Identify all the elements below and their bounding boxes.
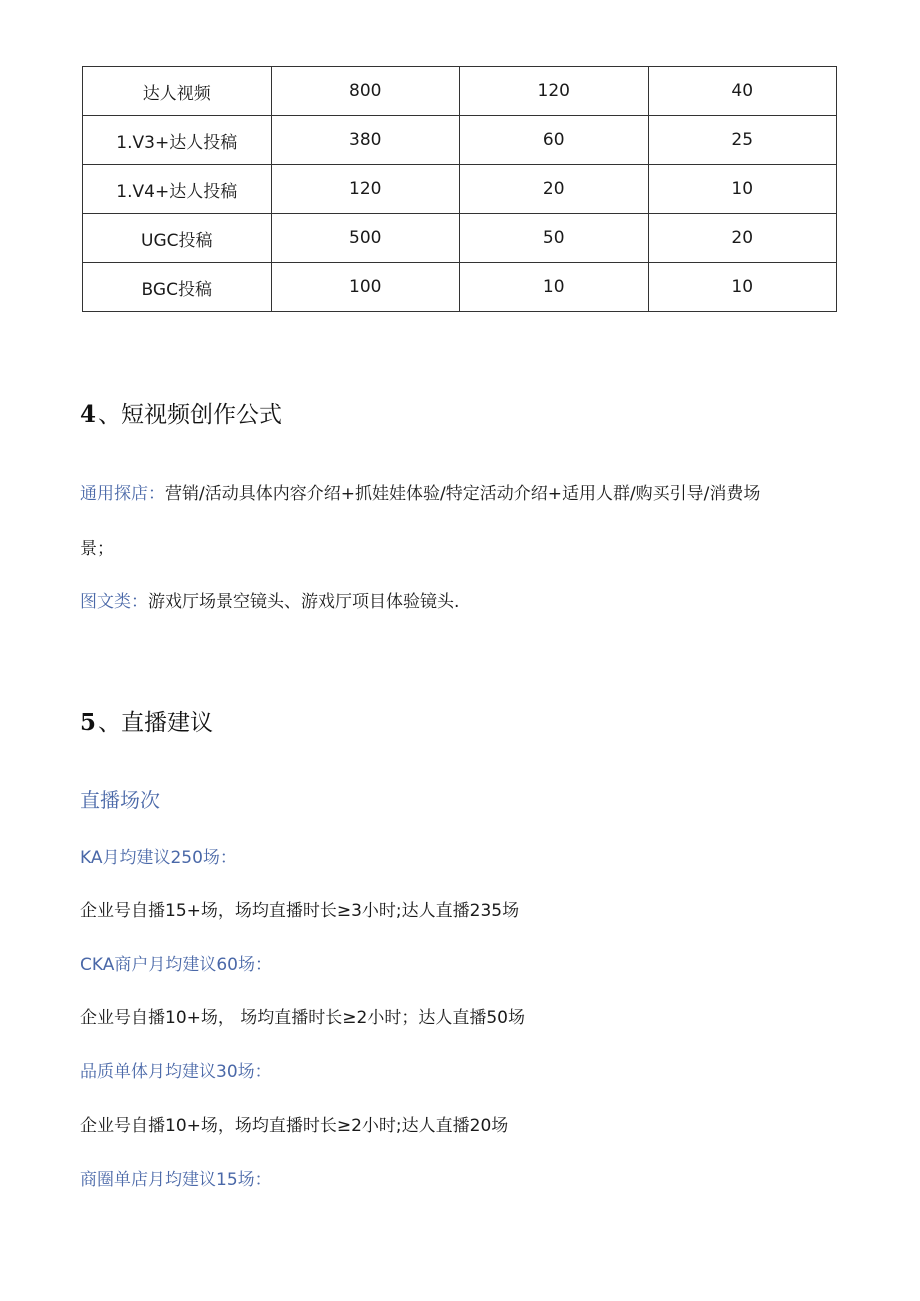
table-cell: UGC投稿 bbox=[83, 214, 272, 263]
table-cell: 1.V3+达人投稿 bbox=[83, 116, 272, 165]
table-row bbox=[83, 67, 837, 116]
table-row bbox=[83, 214, 837, 263]
group-text: 企业号自播10+场， 场均直播时长≥2小时；达人直播50场 bbox=[80, 1008, 525, 1028]
table-cell: 40 bbox=[648, 67, 837, 116]
section-number: 4 bbox=[80, 401, 97, 428]
table-row bbox=[83, 116, 837, 165]
stats-table bbox=[82, 66, 837, 312]
table-cell: 20 bbox=[648, 214, 837, 263]
group-label: KA月均建议250场： bbox=[80, 848, 237, 868]
table-row bbox=[83, 263, 837, 312]
table-cell: 60 bbox=[460, 116, 649, 165]
table-cell: 50 bbox=[460, 214, 649, 263]
table-cell: 1.V4+达人投稿 bbox=[83, 165, 272, 214]
group-label: 商圈单店月均建议15场： bbox=[80, 1170, 272, 1190]
table-cell: BGC投稿 bbox=[83, 263, 272, 312]
table-cell: 100 bbox=[271, 263, 460, 312]
group-label: 品质单体月均建议30场： bbox=[80, 1062, 272, 1082]
paragraph-text: 营销/活动具体内容介绍+抓娃娃体验/特定活动介绍+适用人群/购买引导/消费场 bbox=[165, 484, 761, 504]
table-cell: 10 bbox=[648, 165, 837, 214]
table-cell: 120 bbox=[460, 67, 649, 116]
group-text: 企业号自播10+场，场均直播时长≥2小时;达人直播20场 bbox=[80, 1116, 509, 1136]
group-label: CKA商户月均建议60场： bbox=[80, 955, 272, 975]
section-4-heading bbox=[80, 396, 282, 429]
table-cell: 20 bbox=[460, 165, 649, 214]
table-cell: 10 bbox=[648, 263, 837, 312]
table-row bbox=[83, 165, 837, 214]
table-cell: 120 bbox=[271, 165, 460, 214]
table-cell: 达人视频 bbox=[83, 67, 272, 116]
section-5-heading bbox=[80, 704, 213, 737]
subsection-title: 直播场次 bbox=[80, 788, 160, 812]
table-cell: 500 bbox=[271, 214, 460, 263]
paragraph bbox=[80, 587, 459, 612]
section-title: 、直播建议 bbox=[98, 710, 214, 736]
paragraph-label: 图文类： bbox=[80, 592, 148, 612]
paragraph-text: 游戏厅场景空镜头、游戏厅项目体验镜头. bbox=[148, 592, 460, 612]
paragraph-continuation: 景； bbox=[80, 539, 114, 559]
table-cell: 10 bbox=[460, 263, 649, 312]
paragraph-label: 通用探店： bbox=[80, 484, 165, 504]
group-text: 企业号自播15+场，场均直播时长≥3小时;达人直播235场 bbox=[80, 901, 520, 921]
paragraph bbox=[80, 479, 760, 504]
table-cell: 25 bbox=[648, 116, 837, 165]
table-cell: 800 bbox=[271, 67, 460, 116]
table-cell: 380 bbox=[271, 116, 460, 165]
section-title: 、短视频创作公式 bbox=[98, 402, 283, 428]
section-number: 5 bbox=[80, 709, 97, 736]
